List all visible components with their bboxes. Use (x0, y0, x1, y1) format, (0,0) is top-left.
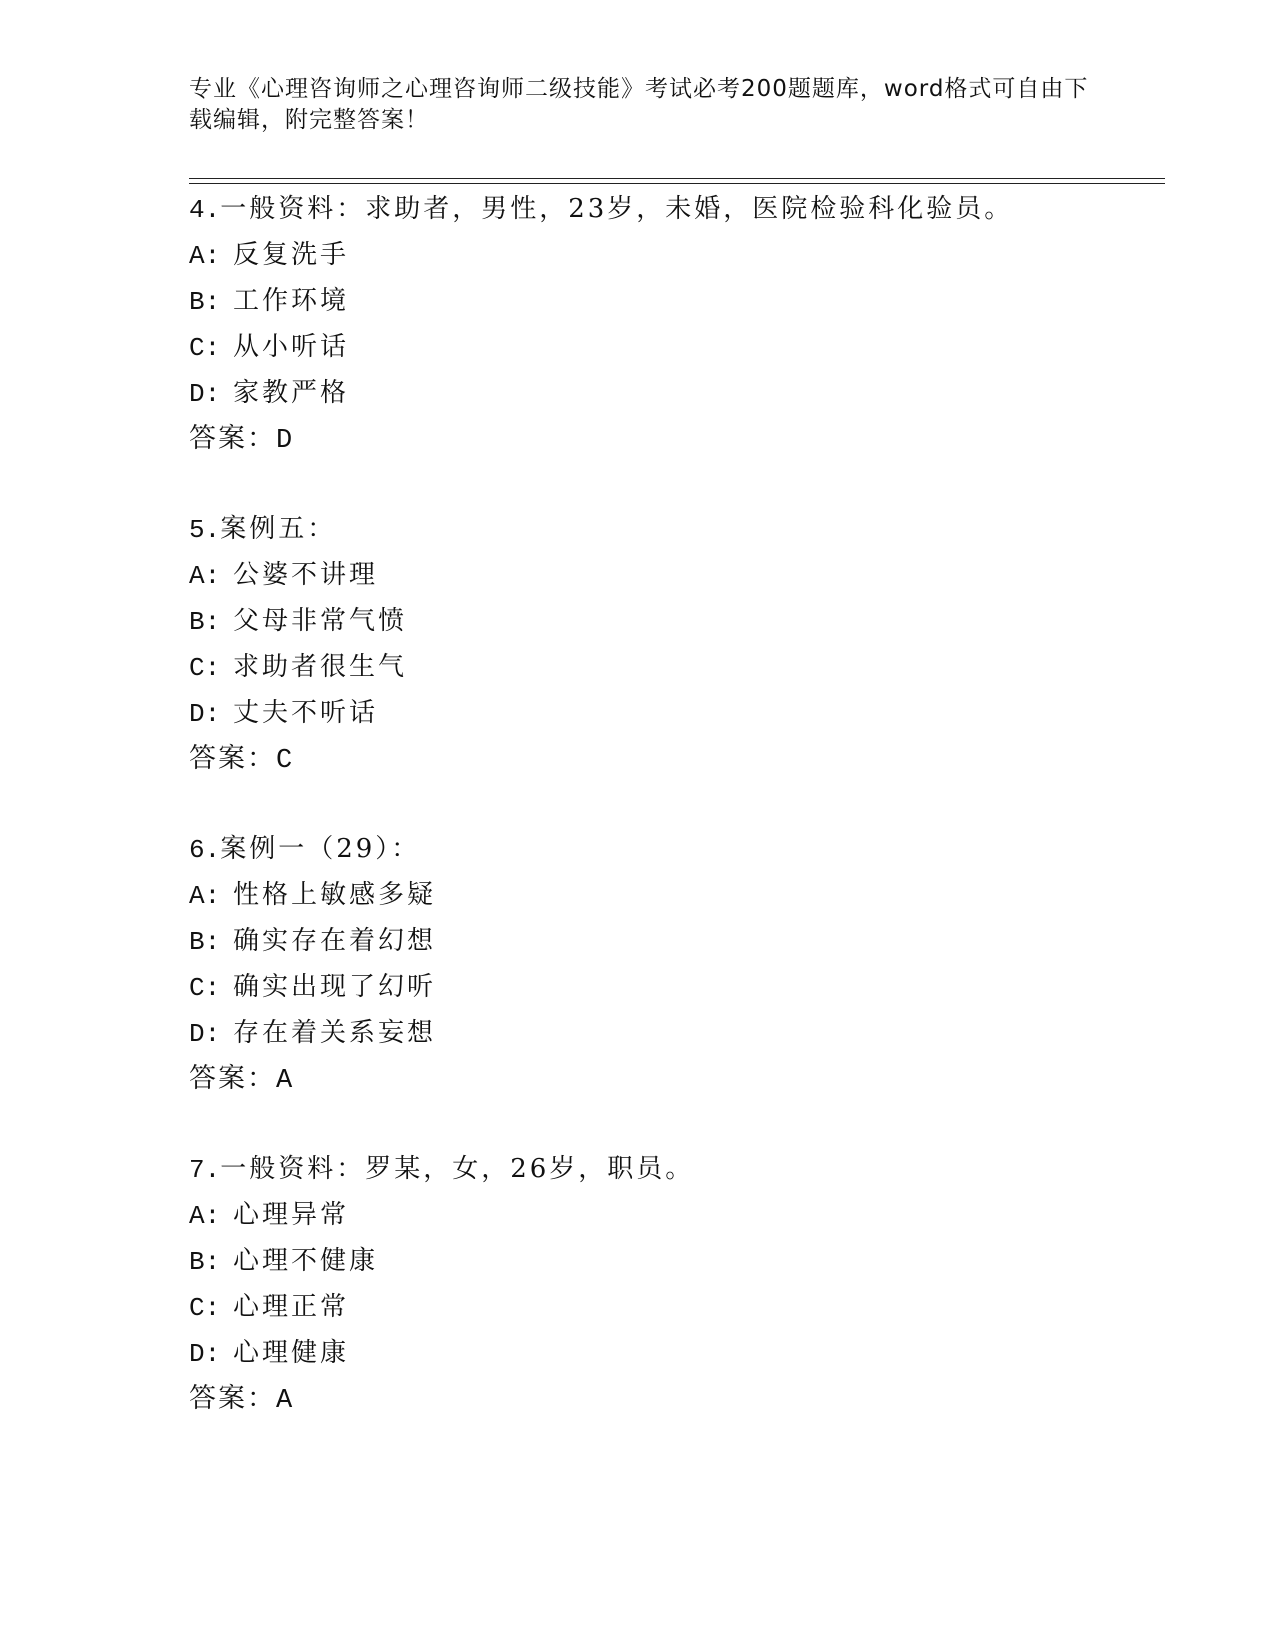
option-key: A: (189, 241, 221, 271)
option-text: 确实出现了幻听 (233, 972, 437, 1002)
question-stem (189, 826, 1149, 872)
question-number: 5. (189, 515, 221, 545)
option-a (189, 232, 1149, 278)
option-text: 心理正常 (233, 1292, 350, 1322)
question-number: 7. (189, 1155, 221, 1185)
question-7 (189, 1146, 1149, 1422)
answer-label: 答案： (189, 423, 276, 454)
option-text: 工作环境 (233, 286, 350, 316)
option-key: C: (189, 1293, 221, 1323)
option-key: A: (189, 1201, 221, 1231)
option-c (189, 324, 1149, 370)
option-text: 反复洗手 (233, 240, 350, 270)
question-number: 6. (189, 835, 221, 865)
question-text: 一般资料：求助者，男性，23岁，未婚，医院检验科化验员。 (220, 194, 1014, 224)
question-number: 4. (189, 195, 221, 225)
question-stem (189, 506, 1149, 552)
answer-label: 答案： (189, 743, 276, 774)
answer-value: A (276, 1066, 293, 1096)
option-c (189, 964, 1149, 1010)
question-5 (189, 506, 1149, 782)
question-stem (189, 1146, 1149, 1192)
option-a (189, 872, 1149, 918)
question-6 (189, 826, 1149, 1102)
option-d (189, 1010, 1149, 1056)
option-key: D: (189, 699, 221, 729)
option-key: D: (189, 1019, 221, 1049)
option-text: 心理异常 (233, 1200, 350, 1230)
option-key: B: (189, 287, 221, 317)
option-key: C: (189, 973, 221, 1003)
option-key: C: (189, 653, 221, 683)
answer-label: 答案： (189, 1063, 276, 1094)
question-stem (189, 186, 1149, 232)
option-text: 父母非常气愤 (233, 606, 408, 636)
option-d (189, 1330, 1149, 1376)
answer-line (189, 1056, 1149, 1102)
option-c (189, 644, 1149, 690)
option-text: 心理健康 (233, 1338, 350, 1368)
option-text: 丈夫不听话 (233, 698, 379, 728)
option-d (189, 370, 1149, 416)
option-key: C: (189, 333, 221, 363)
option-text: 性格上敏感多疑 (233, 880, 437, 910)
option-text: 从小听话 (233, 332, 350, 362)
option-text: 确实存在着幻想 (233, 926, 437, 956)
option-a (189, 552, 1149, 598)
answer-value: A (276, 1386, 293, 1416)
option-key: B: (189, 607, 221, 637)
option-b (189, 278, 1149, 324)
answer-line (189, 736, 1149, 782)
option-key: B: (189, 1247, 221, 1277)
option-key: B: (189, 927, 221, 957)
option-b (189, 598, 1149, 644)
option-b (189, 1238, 1149, 1284)
answer-value: C (276, 746, 293, 776)
answer-label: 答案： (189, 1383, 276, 1414)
option-key: A: (189, 881, 221, 911)
option-key: A: (189, 561, 221, 591)
option-c (189, 1284, 1149, 1330)
header-divider-top (189, 178, 1165, 179)
option-text: 公婆不讲理 (233, 560, 379, 590)
header-divider-bottom (189, 183, 1165, 184)
question-text: 案例五： (220, 514, 337, 544)
question-text: 一般资料：罗某，女，26岁，职员。 (220, 1154, 695, 1184)
document-header: 专业《心理咨询师之心理咨询师二级技能》考试必考200题题库，word格式可自由下载编辑，附完整答案！ (189, 76, 1089, 133)
option-key: D: (189, 1339, 221, 1369)
option-text: 心理不健康 (233, 1246, 379, 1276)
question-text: 案例一（29）： (220, 834, 421, 864)
question-4 (189, 186, 1149, 462)
option-b (189, 918, 1149, 964)
answer-line (189, 416, 1149, 462)
option-text: 存在着关系妄想 (233, 1018, 437, 1048)
answer-value: D (276, 426, 293, 456)
option-d (189, 690, 1149, 736)
option-a (189, 1192, 1149, 1238)
answer-line (189, 1376, 1149, 1422)
option-text: 家教严格 (233, 378, 350, 408)
option-text: 求助者很生气 (233, 652, 408, 682)
option-key: D: (189, 379, 221, 409)
